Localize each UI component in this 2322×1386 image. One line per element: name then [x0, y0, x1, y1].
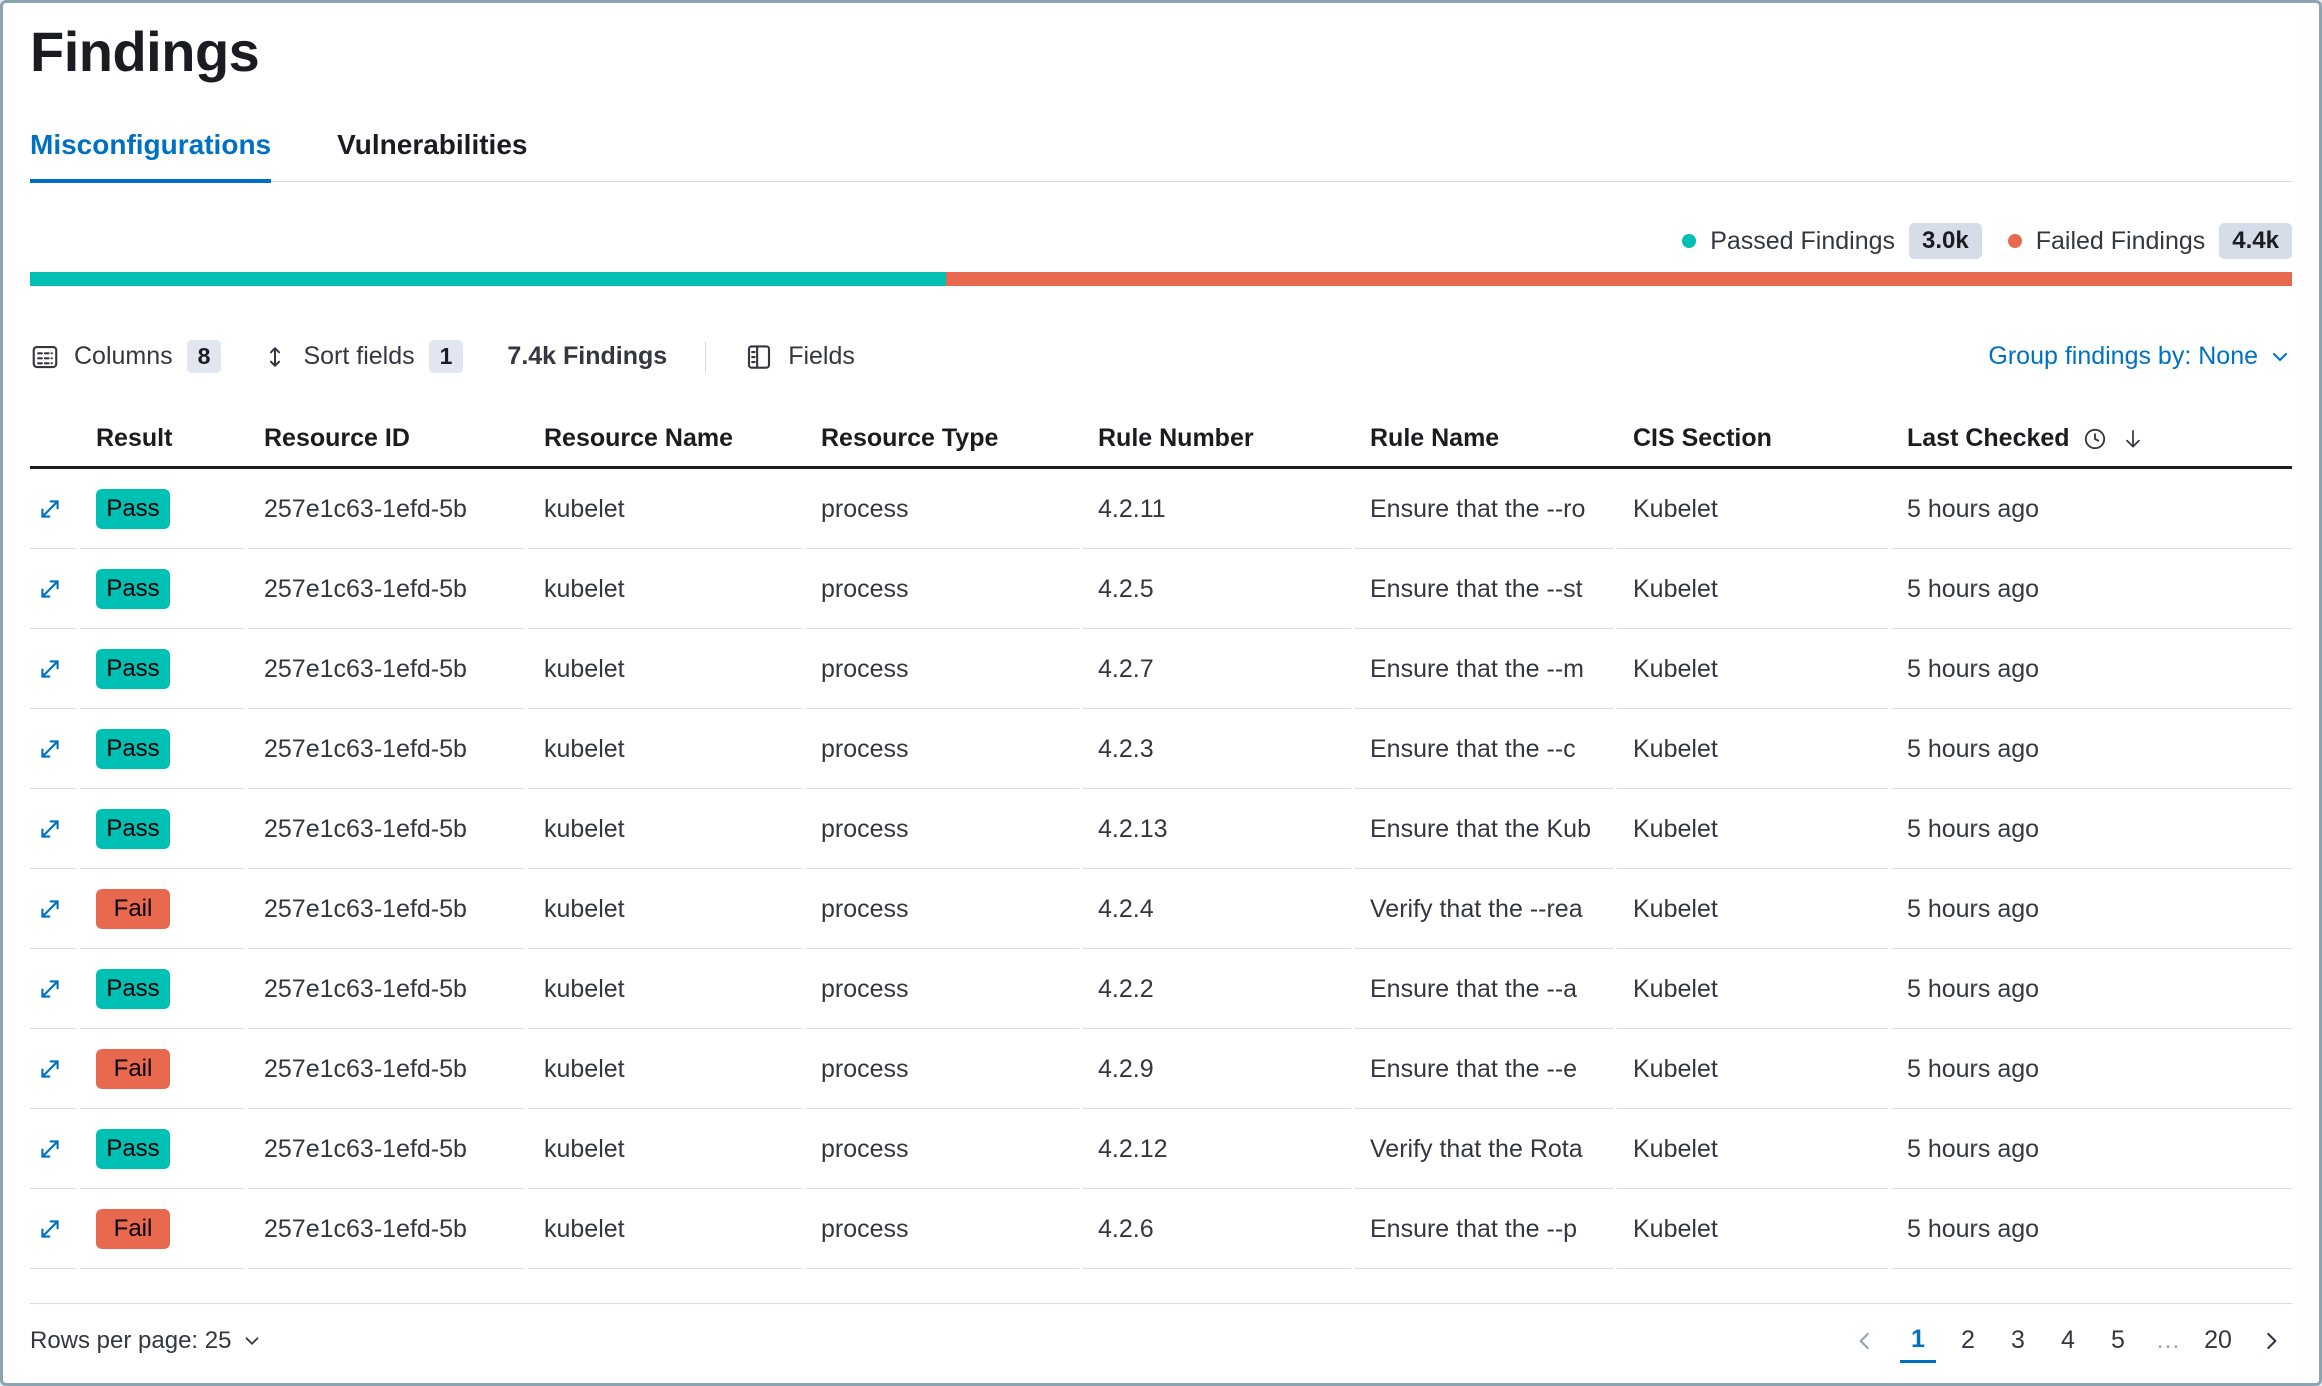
- result-cell: [80, 629, 245, 709]
- resource-type-cell: process: [805, 469, 1079, 549]
- rule-name-cell: Ensure that the Kub: [1354, 789, 1614, 869]
- last-checked-cell: 5 hours ago: [1891, 869, 2292, 949]
- expand-row-icon[interactable]: [30, 789, 77, 869]
- cis-section-cell: Kubelet: [1617, 869, 1888, 949]
- result-cell: [80, 1189, 245, 1269]
- result-badge: Pass: [96, 969, 170, 1009]
- result-cell: [80, 869, 245, 949]
- fields-icon: [744, 342, 774, 372]
- passed-count-badge: 3.0k: [1909, 223, 1982, 259]
- expand-row-icon[interactable]: [30, 1189, 77, 1269]
- cis-section-cell: Kubelet: [1617, 1109, 1888, 1189]
- rule-number-cell: 4.2.3: [1082, 709, 1351, 789]
- expand-row-icon[interactable]: [30, 1109, 77, 1189]
- group-by-label: Group findings by: None: [1988, 342, 2258, 370]
- table-body: [30, 469, 2292, 1269]
- rule-name-cell: Verify that the --rea: [1354, 869, 1614, 949]
- resource-name-cell: kubelet: [528, 1029, 802, 1109]
- tab-vulnerabilities[interactable]: Vulnerabilities: [337, 129, 528, 160]
- resource-name-cell: kubelet: [528, 709, 802, 789]
- failed-count-badge: 4.4k: [2219, 223, 2292, 259]
- cis-section-cell: Kubelet: [1617, 1029, 1888, 1109]
- group-findings-by-dropdown[interactable]: [1988, 342, 2292, 371]
- result-badge: Pass: [96, 649, 170, 689]
- resource-type-cell: process: [805, 1029, 1079, 1109]
- result-badge: Pass: [96, 1129, 170, 1169]
- table-row: [30, 709, 2292, 789]
- table-row: [30, 869, 2292, 949]
- cis-section-cell: Kubelet: [1617, 1189, 1888, 1269]
- columns-label: Columns: [74, 342, 173, 370]
- sort-icon: [261, 343, 289, 371]
- tab-bar: [30, 129, 2292, 182]
- chevron-down-icon: [241, 1330, 263, 1352]
- last-checked-cell: 5 hours ago: [1891, 549, 2292, 629]
- resource-name-cell: kubelet: [528, 1109, 802, 1189]
- header-resource-id[interactable]: Resource ID: [264, 424, 410, 452]
- resource-type-cell: process: [805, 949, 1079, 1029]
- cis-section-cell: Kubelet: [1617, 789, 1888, 869]
- sort-descending-arrow-icon: [2120, 426, 2146, 452]
- resource-id-cell: 257e1c63-1efd-5b: [248, 869, 525, 949]
- resource-type-cell: process: [805, 1189, 1079, 1269]
- columns-icon: [30, 342, 60, 372]
- failed-dot-icon: [2008, 234, 2022, 248]
- expand-row-icon[interactable]: [30, 469, 77, 549]
- expand-row-icon[interactable]: [30, 949, 77, 1029]
- table-row: [30, 469, 2292, 549]
- result-badge: Pass: [96, 729, 170, 769]
- page-number-button[interactable]: 20: [2204, 1326, 2232, 1354]
- last-checked-cell: 5 hours ago: [1891, 1109, 2292, 1189]
- rows-per-page-dropdown[interactable]: [30, 1327, 263, 1355]
- last-checked-cell: 5 hours ago: [1891, 789, 2292, 869]
- resource-id-cell: 257e1c63-1efd-5b: [248, 1029, 525, 1109]
- findings-legend: [30, 222, 2292, 260]
- pagination: [1844, 1319, 2292, 1363]
- last-checked-cell: 5 hours ago: [1891, 469, 2292, 549]
- result-cell: [80, 549, 245, 629]
- resource-name-cell: kubelet: [528, 549, 802, 629]
- result-cell: [80, 469, 245, 549]
- grid-toolbar: [30, 340, 2292, 373]
- resource-type-cell: process: [805, 1109, 1079, 1189]
- rule-number-cell: 4.2.11: [1082, 469, 1351, 549]
- table-row: [30, 949, 2292, 1029]
- result-badge: Pass: [96, 809, 170, 849]
- sort-fields-count-badge: 1: [429, 340, 464, 373]
- page-number-button[interactable]: 2: [1961, 1326, 1975, 1354]
- header-result[interactable]: Result: [96, 424, 173, 452]
- resource-id-cell: 257e1c63-1efd-5b: [248, 1109, 525, 1189]
- last-checked-cell: 5 hours ago: [1891, 629, 2292, 709]
- result-cell: [80, 949, 245, 1029]
- expand-row-icon[interactable]: [30, 709, 77, 789]
- last-checked-cell: 5 hours ago: [1891, 1189, 2292, 1269]
- resource-name-cell: kubelet: [528, 629, 802, 709]
- header-rule-number[interactable]: Rule Number: [1098, 424, 1254, 452]
- resource-name-cell: kubelet: [528, 869, 802, 949]
- rows-per-page-label: Rows per page: 25: [30, 1326, 232, 1354]
- header-resource-type[interactable]: Resource Type: [821, 424, 999, 452]
- table-footer: [30, 1303, 2292, 1377]
- table-row: [30, 629, 2292, 709]
- rule-name-cell: Ensure that the --p: [1354, 1189, 1614, 1269]
- toolbar-divider: [705, 342, 706, 372]
- rule-name-cell: Ensure that the --e: [1354, 1029, 1614, 1109]
- failed-bar-segment[interactable]: [946, 272, 2292, 286]
- result-cell: [80, 1109, 245, 1189]
- resource-type-cell: process: [805, 549, 1079, 629]
- rule-name-cell: Ensure that the --st: [1354, 549, 1614, 629]
- resource-name-cell: kubelet: [528, 949, 802, 1029]
- header-last-checked[interactable]: [1891, 424, 2292, 453]
- passed-dot-icon: [1682, 234, 1696, 248]
- pass-fail-distribution-bar[interactable]: [30, 272, 2292, 286]
- sort-fields-label: Sort fields: [303, 342, 415, 370]
- columns-count-badge: 8: [187, 340, 222, 373]
- resource-type-cell: process: [805, 629, 1079, 709]
- result-cell: [80, 789, 245, 869]
- page-number-button[interactable]: 5: [2111, 1326, 2125, 1354]
- resource-id-cell: 257e1c63-1efd-5b: [248, 789, 525, 869]
- result-cell: [80, 709, 245, 789]
- page-number-button[interactable]: 3: [2011, 1326, 2025, 1354]
- rule-number-cell: 4.2.9: [1082, 1029, 1351, 1109]
- resource-id-cell: 257e1c63-1efd-5b: [248, 1189, 525, 1269]
- page-number-list: [1900, 1319, 2236, 1363]
- expand-row-icon[interactable]: [30, 869, 77, 949]
- resource-id-cell: 257e1c63-1efd-5b: [248, 949, 525, 1029]
- page-number-button[interactable]: 1: [1900, 1319, 1936, 1363]
- last-checked-cell: 5 hours ago: [1891, 709, 2292, 789]
- cis-section-cell: Kubelet: [1617, 629, 1888, 709]
- resource-name-cell: kubelet: [528, 469, 802, 549]
- result-badge: Pass: [96, 489, 170, 529]
- legend-failed: [2008, 223, 2292, 259]
- table-row: [30, 789, 2292, 869]
- resource-id-cell: 257e1c63-1efd-5b: [248, 629, 525, 709]
- failed-label: Failed Findings: [2035, 226, 2206, 255]
- cis-section-cell: Kubelet: [1617, 469, 1888, 549]
- rule-number-cell: 4.2.4: [1082, 869, 1351, 949]
- result-badge: Fail: [96, 889, 170, 929]
- table-row: [30, 1109, 2292, 1189]
- table-header-row: [30, 411, 2292, 469]
- fields-label: Fields: [788, 342, 855, 370]
- last-checked-cell: 5 hours ago: [1891, 1029, 2292, 1109]
- next-page-button[interactable]: [2250, 1328, 2292, 1354]
- tab-misconfigurations[interactable]: Misconfigurations: [30, 129, 271, 181]
- resource-type-cell: process: [805, 709, 1079, 789]
- resource-id-cell: 257e1c63-1efd-5b: [248, 549, 525, 629]
- table-row: [30, 1029, 2292, 1109]
- columns-button[interactable]: [30, 340, 221, 373]
- rule-number-cell: 4.2.13: [1082, 789, 1351, 869]
- result-badge: Fail: [96, 1049, 170, 1089]
- previous-page-button[interactable]: [1844, 1328, 1886, 1354]
- result-badge: Pass: [96, 569, 170, 609]
- result-cell: [80, 1029, 245, 1109]
- rule-number-cell: 4.2.2: [1082, 949, 1351, 1029]
- rule-name-cell: Verify that the Rota: [1354, 1109, 1614, 1189]
- page-ellipsis: …: [2155, 1326, 2181, 1354]
- header-cis-section[interactable]: CIS Section: [1633, 424, 1772, 452]
- cis-section-cell: Kubelet: [1617, 709, 1888, 789]
- last-checked-label: Last Checked: [1907, 424, 2070, 452]
- result-badge: Fail: [96, 1209, 170, 1249]
- rule-number-cell: 4.2.6: [1082, 1189, 1351, 1269]
- cis-section-cell: Kubelet: [1617, 549, 1888, 629]
- rule-name-cell: Ensure that the --a: [1354, 949, 1614, 1029]
- page-title: Findings: [30, 20, 260, 83]
- last-checked-cell: 5 hours ago: [1891, 949, 2292, 1029]
- resource-id-cell: 257e1c63-1efd-5b: [248, 709, 525, 789]
- resource-name-cell: kubelet: [528, 789, 802, 869]
- rule-name-cell: Ensure that the --m: [1354, 629, 1614, 709]
- sort-fields-button[interactable]: [261, 340, 463, 373]
- fields-button[interactable]: [744, 342, 855, 372]
- rule-number-cell: 4.2.5: [1082, 549, 1351, 629]
- chevron-down-icon: [2268, 345, 2292, 369]
- resource-name-cell: kubelet: [528, 1189, 802, 1269]
- resource-id-cell: 257e1c63-1efd-5b: [248, 469, 525, 549]
- expand-row-icon[interactable]: [30, 1029, 77, 1109]
- rule-number-cell: 4.2.7: [1082, 629, 1351, 709]
- table-row: [30, 549, 2292, 629]
- findings-total: 7.4k Findings: [507, 342, 668, 370]
- header-rule-name[interactable]: Rule Name: [1370, 424, 1500, 452]
- rule-name-cell: Ensure that the --c: [1354, 709, 1614, 789]
- expand-row-icon[interactable]: [30, 549, 77, 629]
- passed-label: Passed Findings: [1710, 226, 1896, 255]
- expand-row-icon[interactable]: [30, 629, 77, 709]
- resource-type-cell: process: [805, 869, 1079, 949]
- rule-name-cell: Ensure that the --ro: [1354, 469, 1614, 549]
- header-resource-name[interactable]: Resource Name: [544, 424, 733, 452]
- table-row: [30, 1189, 2292, 1269]
- clock-icon: [2082, 426, 2108, 452]
- legend-passed: [1682, 223, 1982, 259]
- rule-number-cell: 4.2.12: [1082, 1109, 1351, 1189]
- page-number-button[interactable]: 4: [2061, 1326, 2075, 1354]
- passed-bar-segment[interactable]: [30, 272, 946, 286]
- cis-section-cell: Kubelet: [1617, 949, 1888, 1029]
- resource-type-cell: process: [805, 789, 1079, 869]
